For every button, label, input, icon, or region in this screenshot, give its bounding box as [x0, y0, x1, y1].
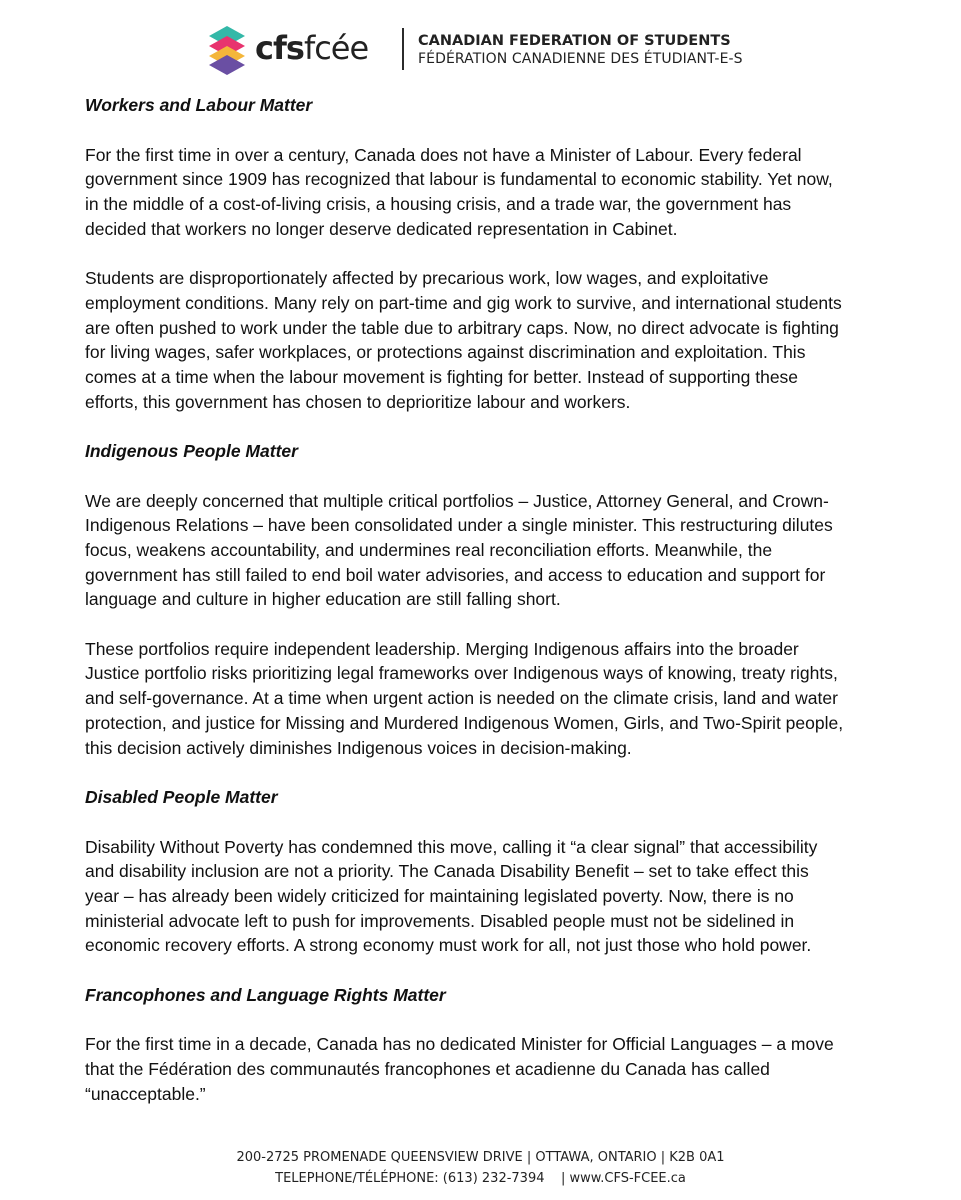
paragraph-line: this decision actively diminishes Indigenous voices in decision-making.: [85, 737, 632, 758]
body-paragraph: [85, 143, 885, 242]
logo-wordmark: [255, 28, 368, 68]
paragraph-line: are often pushed to work under the table due to arbitrary caps. Now, no direct advocate is fighting: [85, 317, 839, 338]
paragraph-line: economic recovery efforts. A strong economy must work for all, not just those who hold power.: [85, 935, 812, 956]
paragraph-line: employment conditions. Many rely on part-time and gig work to survive, and international students: [85, 292, 842, 313]
footer: [0, 1147, 961, 1189]
paragraph-line: Students are disproportionately affected by precarious work, low wages, and exploitative: [85, 268, 769, 289]
paragraph-line: comes at a time when the labour movement is fighting for better. Instead of supporting these: [85, 366, 799, 387]
paragraph-line: For the first time in over a century, Canada does not have a Minister of Labour. Every federal: [85, 144, 802, 165]
paragraph-line: government has still failed to end boil water advisories, and access to education and support for: [85, 564, 826, 585]
section-heading: Francophones and Language Rights Matter: [85, 984, 446, 1005]
cfs-logo-icon: [205, 24, 249, 76]
paragraph-line: decided that workers no longer deserve dedicated representation in Cabinet.: [85, 218, 678, 239]
paragraph-line: We are deeply concerned that multiple critical portfolios – Justice, Attorney General, and Crown-: [85, 490, 829, 511]
paragraph-line: protection, and justice for Missing and Murdered Indigenous Women, Girls, and Two-Spirit people,: [85, 712, 844, 733]
paragraph-line: and self-governance. At a time when urgent action is needed on the climate crisis, land and water: [85, 688, 838, 709]
paragraph-line: and disability inclusion are not a priority. The Canada Disability Benefit – set to take effect this: [85, 861, 809, 882]
organization-names: [418, 32, 743, 68]
org-name-french: FÉDÉRATION CANADIENNE DES ÉTUDIANT-E-S: [418, 51, 743, 67]
paragraph-spacer: [85, 241, 885, 266]
paragraph-line: Indigenous Relations – have been consolidated under a single minister. This restructuring dilutes: [85, 515, 833, 536]
paragraph-line: “unacceptable.”: [85, 1083, 206, 1104]
paragraph-line: that the Fédération des communautés francophones et acadienne du Canada has called: [85, 1059, 770, 1080]
letterhead: [205, 22, 765, 78]
paragraph-spacer: [85, 612, 885, 637]
paragraph-line: These portfolios require independent leadership. Merging Indigenous affairs into the broader: [85, 638, 799, 659]
logo-wordmark-bold: cfs: [255, 29, 304, 67]
paragraph-line: for living wages, safer workplaces, or protections against discrimination and exploitation. This: [85, 342, 806, 363]
paragraph-spacer: [85, 1008, 885, 1033]
body-paragraph: [85, 835, 885, 958]
paragraph-line: government since 1909 has recognized that labour is fundamental to economic stability. Yet now,: [85, 169, 833, 190]
logo-wordmark-regular: fcée: [303, 29, 369, 67]
section-heading: Workers and Labour Matter: [85, 95, 313, 115]
section-spacer: [85, 760, 885, 785]
section-heading: Disabled People Matter: [85, 786, 278, 807]
letterhead-divider: [402, 28, 404, 70]
letter-body: [85, 93, 885, 1106]
body-paragraph: [85, 489, 885, 612]
footer-contact: TELEPHONE/TÉLÉPHONE: (613) 232-7394 | www.CFS-FCEE.ca: [275, 1171, 686, 1186]
body-paragraph: [85, 266, 885, 414]
paragraph-spacer: [85, 118, 885, 143]
paragraph-spacer: [85, 464, 885, 489]
paragraph-line: ministerial advocate left to push for improvements. Disabled people must not be sidelined in: [85, 910, 795, 931]
paragraph-line: efforts, this government has chosen to deprioritize labour and workers.: [85, 391, 631, 412]
body-paragraph: [85, 1032, 885, 1106]
paragraph-line: language and culture in higher education are still falling short.: [85, 589, 561, 610]
paragraph-line: Justice portfolio risks prioritizing legal frameworks over Indigenous ways of knowing, treaty rights,: [85, 663, 838, 684]
body-paragraph: [85, 637, 885, 760]
section-heading: Indigenous People Matter: [85, 440, 298, 461]
paragraph-line: year – has already been widely criticized for maintaining legislated poverty. Now, there is no: [85, 885, 794, 906]
section-spacer: [85, 414, 885, 439]
org-name-english: CANADIAN FEDERATION OF STUDENTS: [418, 33, 731, 49]
paragraph-line: in the middle of a cost-of-living crisis, a housing crisis, and a trade war, the government has: [85, 194, 792, 215]
paragraph-spacer: [85, 810, 885, 835]
paragraph-line: focus, weakens accountability, and undermines real reconciliation efforts. Meanwhile, the: [85, 540, 773, 560]
footer-address: 200-2725 PROMENADE QUEENSVIEW DRIVE | OTTAWA, ONTARIO | K2B 0A1: [236, 1150, 725, 1165]
paragraph-line: Disability Without Poverty has condemned this move, calling it “a clear signal” that accessibility: [85, 836, 818, 857]
paragraph-line: For the first time in a decade, Canada has no dedicated Minister for Official Languages – a move: [85, 1034, 834, 1055]
section-spacer: [85, 958, 885, 983]
